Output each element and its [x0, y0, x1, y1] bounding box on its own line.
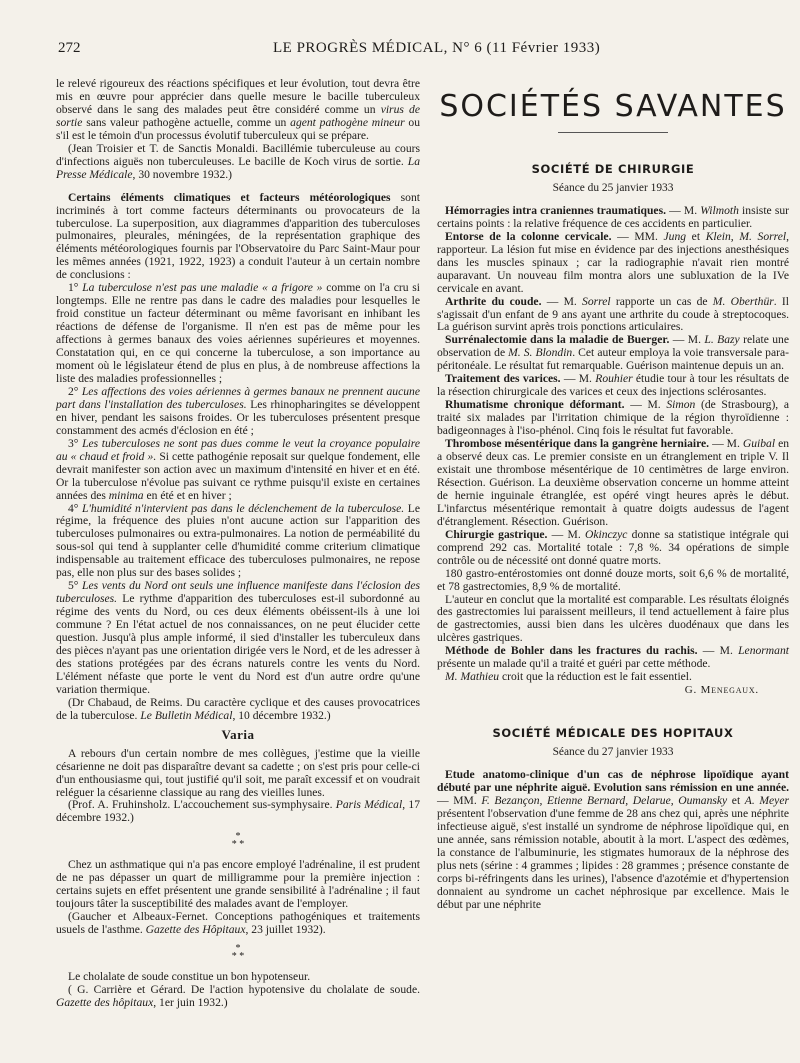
author: Klein, M. Sorrel: [705, 229, 787, 243]
text: croit que la réduction est le fait essentiel.: [499, 670, 692, 684]
author: Jung: [663, 229, 687, 243]
text: et: [686, 229, 706, 243]
text: . Il s'agissait d'un enfant de 9 ans ayant une arthrite du coude à streptocoques. La guérison survint après trois ponctions articulaires.: [437, 294, 789, 334]
author: Rouhier: [595, 372, 633, 386]
italic-text: L'humidité n'intervient pas dans le déclenchement de la tuberculose.: [81, 501, 405, 515]
signature: G. Menegaux.: [684, 684, 759, 697]
text: . Cet auteur employa la voie transversale para-péritonéale. Le résultat fut remarquable. Guérison maintenue depuis un an.: [437, 346, 789, 373]
divider: [558, 132, 668, 133]
author: Wilmoth: [700, 203, 739, 217]
text: sont incriminés à tort comme facteurs déterminants ou provocateurs de la tuberculose. La superposition, aux diagrammes d'apparition des tuberculoses pulmonaires, pleurales, méningées, de la représentation graphique des éléments météorologiques fournis par l'Observatoire du Parc Saint-Maur pour les mêmes années (1921, 1922, 1923) a conduit l'auteur à un certain nombre de conclusions :: [56, 190, 420, 282]
text: — M.: [541, 294, 583, 308]
session-entry: [437, 373, 789, 399]
paragraph: [56, 859, 420, 911]
entry-title: Méthode de Bohler dans les fractures du rachis.: [445, 644, 698, 658]
italic-text: La tuberculose n'est pas une maladie « a frigore »: [82, 281, 323, 295]
text: Si cette pathogénie reposait sur quelque fondement, elle devrait manifester son action avec un maximum d'intensité en hiver et en été. Or la tuberculose n'évolue pas suivant ce rythme puisqu'il existe en certaines années des: [56, 449, 420, 502]
text: le relevé rigoureux des réactions spécifiques et leur évolution, tout devra être mis en œuvre pour apprécier dans quelle mesure le bacille tuberculeux observé dans le sang des malades peut être considéré comme un: [56, 77, 420, 116]
section-banner: SOCIÉTÉS SAVANTES: [439, 89, 787, 124]
society-title: SOCIÉTÉ DE CHIRURGIE: [531, 162, 695, 176]
entry-title: Rhumatisme chronique déformant.: [445, 398, 625, 412]
number: 3°: [68, 436, 83, 450]
page-number: 272: [58, 40, 81, 56]
text: — M.: [560, 372, 596, 386]
text: relate une observation de: [437, 333, 789, 360]
section-heading-varia: Varia: [221, 726, 255, 742]
reference: [56, 697, 420, 723]
author: Sorrel: [582, 294, 611, 308]
text: Le régime, la fréquence des pluies n'ont aucune action sur l'apparition des tuberculoses pulmonaires ou extra-pulmonaires. La notion de perméabilité du sous-sol qui tend à supplanter celle d'humidité comme criterium climatique indispensable au traitement efficace des tuberculoses pulmonaires, ne repose pas, elle non plus sur des bases solides ;: [56, 501, 420, 580]
text: , 17 décembre 1932.): [56, 798, 421, 825]
text: Le cholalate de soude constitue un bon hypotenseur.: [68, 970, 311, 984]
text: — M.: [697, 644, 739, 658]
session-entry: [437, 231, 789, 296]
text: — MM.: [437, 793, 482, 807]
text: , rapporteur. La lésion fut mise en évidence par des injections anesthésiques dans les muscles spinaux ; car la radiographie n'avait rien montré auparavant. Un nouveau film montra alors une subluxation de la IVe cervicale en avant.: [437, 229, 789, 295]
text: — M.: [624, 398, 667, 412]
right-column: [437, 78, 789, 912]
entry-title: Arthrite du coude.: [445, 294, 542, 308]
text: (Gaucher et Albeaux-Fernet. Conceptions pathogéniques et traitements usuels de l'asthme.: [56, 910, 420, 937]
text: Le rythme d'apparition des tuberculoses est-il subordonné au régime des vents du Nord, ou ces deux éléments obéissent-ils à une loi commune ? En l'état actuel de nos connaissances, on ne peut élucider cette question. Jusqu'à plus ample informé, il sied d'installer les tuberculeux dans des pièces n'ayant pas une orientation dirigée vers le Nord, et de les adresser à des stations protégées par des écrans naturels contre les vents du Nord. L'élément néfaste que porte le vent du Nord est d'un autre ordre qu'une variation thermique.: [56, 592, 420, 696]
text: (Prof. A. Fruhinsholz. L'accouchement sus-symphysaire.: [68, 798, 336, 812]
author: Okinczyc: [584, 527, 628, 541]
entry-title: Etude anatomo-clinique d'un cas de néphrose lipoïdique ayant débuté par une néphrite aiguë. Evolution sans rémission en une année.: [437, 768, 789, 794]
text: ou s'il est le témoin d'un processus évolutif tuberculeux qui se prépare.: [56, 115, 420, 142]
text: (Dr Chabaud, de Reims. Du caractère cyclique et des causes provocatrices de la tuberculose.: [56, 695, 420, 722]
paragraph: [56, 192, 420, 283]
session-entry: [437, 205, 789, 231]
conclusion-2: [56, 386, 420, 438]
asterism-separator: * * *: [231, 943, 245, 963]
text: sans valeur pathogène actuelle, comme un: [82, 115, 291, 129]
journal-title: Le Bulletin Médical: [140, 708, 233, 722]
text: Les rhinopharingites se développent en hiver, pendant les saisons froides. Or les tuberculoses présentent presque constamment des acmés d'éclosion en été ;: [56, 397, 421, 437]
author: A. Meyer: [744, 793, 789, 807]
italic-text: minima: [108, 488, 144, 502]
text: — M.: [669, 333, 705, 347]
text: Chez un asthmatique qui n'a pas encore employé l'adrénaline, il est prudent de ne pas dépasser un quart de milligramme pour la première injection : certains sujets en effet présentent une grande sensibilité à l'adrénaline ; il faut toujours tâter la susceptibilité des malades avant de l'employer.: [56, 858, 420, 911]
author: F. Bezançon, Etienne Bernard, Delarue, Oumansky: [481, 793, 728, 807]
session-entry: [437, 438, 789, 529]
society-title: SOCIÉTÉ MÉDICALE DES HOPITAUX: [492, 726, 734, 741]
text: A rebours d'un certain nombre de mes collègues, j'estime que la vieille césarienne ne doit pas disparaître devant sa cadette ; on s'est pris pour celle-ci d'un enthousiasme qui, tout justifié qu'il soit, me paraît excessif et on voudrait reléguer la césarienne classique au rang des vieilles lunes.: [56, 746, 420, 799]
session-entry: [437, 529, 789, 568]
text: — M.: [709, 437, 743, 451]
session-date: Séance du 27 janvier 1933: [552, 746, 674, 759]
conclusion-5: [56, 580, 420, 697]
italic-text: Les vents du Nord ont seuls une influence manifeste dans l'éclosion des tuberculoses.: [56, 579, 420, 606]
italic-text: virus de sortie: [56, 102, 420, 129]
asterism-separator: * * *: [231, 831, 245, 851]
author: Lenormant: [738, 644, 789, 658]
left-column: [56, 78, 420, 1010]
text: — MM.: [611, 229, 664, 243]
session-entry: [437, 334, 789, 373]
text: insiste sur certains points : la relative fréquence de ces accidents en particulier.: [437, 203, 789, 230]
author: Guibal: [742, 437, 776, 451]
conclusion-1: [56, 282, 420, 386]
entry-title: Thrombose mésentérique dans la gangrène herniaire.: [445, 437, 710, 451]
session-entry: [437, 645, 789, 671]
paragraph: [56, 748, 420, 800]
author: L. Bazy: [704, 333, 740, 347]
page-header: [58, 40, 786, 62]
text: (Jean Troisier et T. de Sanctis Monaldi. Bacillémie tuberculeuse au cours d'infections aiguës non tuberculeuses. Le bacille de Koch virus de sortie.: [56, 141, 420, 168]
author: M. S. Blondin: [508, 346, 573, 360]
text: , 10 décembre 1932.): [232, 708, 331, 722]
session-entry: [437, 769, 789, 911]
entry-title: Entorse de la colonne cervicale.: [445, 229, 612, 243]
text: 180 gastro-entérostomies ont donné douze morts, soit 6,6 % de mortalité, et 78 gastrectomies, 8,9 % de mortalité.: [437, 566, 789, 593]
italic-text: Les tuberculoses ne sont pas dues comme le veut la croyance populaire au « chaud et froid ».: [56, 436, 420, 463]
running-title: LE PROGRÈS MÉDICAL, N° 6 (11 Février 1933): [273, 40, 601, 56]
number: 5°: [68, 579, 83, 593]
session-entry: [437, 296, 789, 335]
reference: [56, 143, 420, 182]
number: 1°: [68, 281, 83, 295]
journal-title: Gazette des Hôpitaux: [145, 923, 246, 937]
text: en été et en hiver ;: [143, 488, 232, 502]
text: ( G. Carrière et Gérard. De l'action hypotensive du cholalate de soude.: [68, 983, 420, 997]
text: en a observé deux cas. Le premier consiste en un étranglement en triple V. Il existait une thrombose mésentérique de 10 centimètres de large environ. Résection. Guérison. La deuxième observation concerne un homme atteint de hernie inguinale étranglée, est opéré vingt heures après le début. L'infarctus mésentérique remontait à quatre doigts audessus de l'agent d'étranglement. Résection. Guérison.: [437, 437, 790, 528]
journal-title: La Presse Médicale: [56, 154, 420, 181]
conclusion-3: [56, 438, 420, 503]
text: présente un malade qu'il a traité et guéri par cette méthode.: [437, 657, 711, 671]
author: M. Oberthür: [712, 294, 774, 308]
number: 4°: [68, 501, 82, 515]
text: , 30 novembre 1932.): [132, 167, 233, 181]
text: étudie tour à tour les résultats de la résection chirurgicale des varices et ceux des injections sclérosantes.: [437, 372, 789, 399]
journal-title: Paris Médical: [335, 798, 403, 812]
text: rapporte un cas de: [610, 294, 713, 308]
text: — M.: [547, 527, 585, 541]
text: et: [727, 793, 745, 807]
author: Simon: [666, 398, 696, 412]
italic-text: agent pathogène mineur: [290, 115, 405, 129]
entry-title: Hémorragies intra craniennes traumatiques.: [445, 203, 666, 217]
entry-title: Surrénalectomie dans la maladie de Buerger.: [445, 333, 670, 347]
author: M. Mathieu: [445, 670, 500, 684]
reference: [56, 799, 420, 825]
text: , 23 juillet 1932).: [245, 923, 326, 937]
paragraph-heading: Certains éléments climatiques et facteurs météorologiques: [68, 190, 391, 204]
session-date: Séance du 25 janvier 1933: [552, 181, 674, 194]
text: présentent l'observation d'une femme de 28 ans chez qui, après une néphrite infectieuse aiguë, s'est installé un syndrome de néphrose lipoïdique qui, en une année, sans rémission notable, aboutit à la mort. L'aspect des œdèmes, la constance de l'albuminurie, les stigmates humoraux de la néphrose des plus nets (sérine : 4 grammes ; lipides : 28 grammes ; présence constante de corps bi-réfringents dans les urines), l'absence d'azotémie et d'hypertension donnaient au syndrome un cachet néphrosique par excellence. Mais le début par une néphrite: [437, 806, 789, 911]
text: (de Strasbourg), a traité six malades par l'irritation chimique de la région thyroïdienne : badigeonnages à l'iso-phénol. Cinq fois le résultat fut favorable.: [437, 398, 790, 438]
reference: [56, 911, 420, 937]
entry-title: Traitement des varices.: [445, 372, 561, 386]
text: , 1er juin 1932.): [153, 996, 228, 1009]
session-entry: [437, 399, 789, 438]
number: 2°: [68, 384, 82, 398]
text: comme on l'a cru si longtemps. Elle ne rentre pas dans le cadre des maladies pour lesquelles le froid constitue un facteur déterminant ou même favorisant en inhibant les réactions de défense de l'organisme. Il n'en est pas de même pour les affections à germes banaux des voies aériennes supérieures et moyennes. Constatation qui, en ce qui concerne la tuberculose, a son importance au moment où le législateur étend de plus en plus, à de nombreuse affections la liste des maladies professionnelles ;: [56, 281, 420, 385]
text: L'auteur en conclut que la mortalité est comparable. Les résultats éloignés des gastrectomies lui paraissent meilleurs, il tend actuellement à faire plus de gastrectomies, aussi bien dans les ulcères duodénaux que dans les ulcères gastriques.: [437, 592, 789, 645]
reference: [56, 984, 420, 1010]
text: donne sa statistique intégrale qui comprend 292 cas. Mortalité totale : 7,8 %. 34 opérations de simple contrôle ou de nécessité ont donné quatre morts.: [437, 527, 789, 567]
paragraph: [437, 671, 789, 684]
journal-title: Gazette des hôpitaux: [56, 996, 154, 1009]
conclusion-4: [56, 503, 420, 581]
text: — M.: [666, 203, 701, 217]
paragraph: [56, 78, 420, 143]
paragraph: [437, 568, 789, 594]
paragraph: [437, 594, 789, 646]
entry-title: Chirurgie gastrique.: [445, 527, 548, 541]
italic-text: Les affections des voies aériennes à germes banaux ne prennent aucune part dans l'installation des tuberculoses.: [56, 384, 420, 411]
